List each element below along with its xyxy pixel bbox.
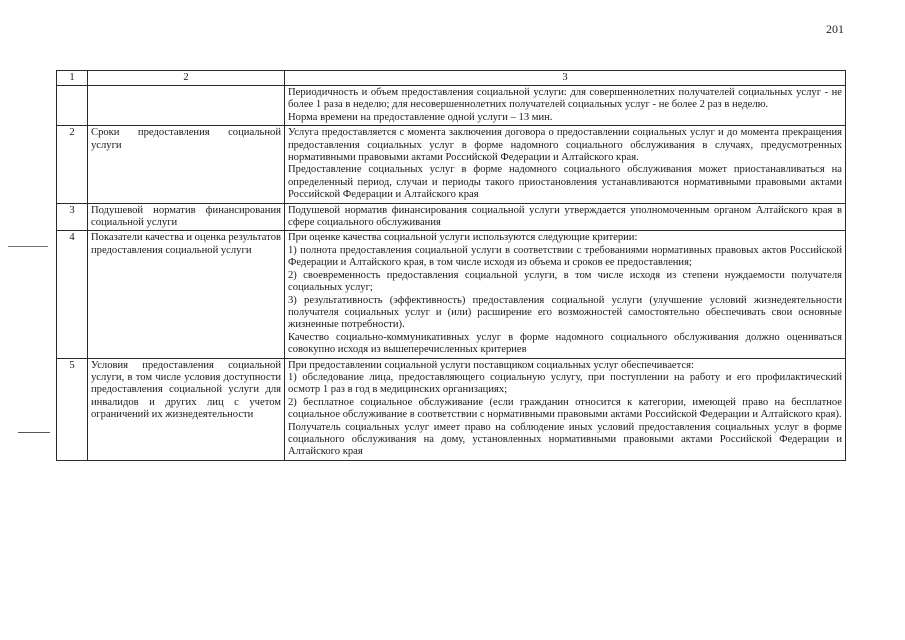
description-paragraph: Норма времени на предоставление одной услуги – 13 мин. xyxy=(288,111,553,123)
scan-artifact-line xyxy=(18,432,50,433)
header-col-2: 2 xyxy=(88,71,285,86)
description-paragraph: 3) результативность (эффективность) предоставления социальной услуги (улучшение условий жизнедеятельности получателя социальных услуг и (или) расширение его возможностей самостоятельно обеспечивать свои основные жизненные потребности). xyxy=(288,294,842,331)
row-description xyxy=(285,126,846,203)
row-description xyxy=(285,358,846,460)
description-paragraph: Подушевой норматив финансирования социальной услуги утверждается уполномоченным органом Алтайского края в сфере социального обслуживания xyxy=(288,204,842,229)
row-description xyxy=(285,203,846,231)
header-col-1: 1 xyxy=(57,71,88,86)
description-paragraph: При оценке качества социальной услуги используются следующие критерии: xyxy=(288,232,638,244)
row-title xyxy=(88,358,285,460)
row-title xyxy=(88,203,285,231)
description-paragraph: 2) бесплатное социальное обслуживание (если гражданин относится к категории, имеющей право на бесплатное социальное обслуживание в соответствии с нормативными правовыми актами Российской Федерации и Алтайского края). xyxy=(288,396,842,421)
table-row xyxy=(57,203,846,231)
description-paragraph: Качество социально-коммуникативных услуг в форме надомного социального обслуживания должно оцениваться совокупно исходя из вышеперечисленных критериев xyxy=(288,331,842,356)
description-paragraph: 1) полнота предоставления социальной услуги в соответствии с требованиями нормативных правовых актов Российской Федерации и Алтайского края, в том числе исходя из объема и сроков ее предоставления; xyxy=(288,244,842,269)
row-title-text: Сроки предоставления социальной услуги xyxy=(91,127,281,151)
table-row xyxy=(57,358,846,460)
description-paragraph: Периодичность и объем предоставления социальной услуги: для совершеннолетних получателей социальных услуг - не более 1 раза в неделю; для несовершеннолетних получателей социальных услуг - не более 2 раз в неделю. xyxy=(288,87,842,111)
page-number: 201 xyxy=(826,22,844,36)
row-title xyxy=(88,126,285,203)
description-paragraph: 1) обследование лица, предоставляющего социальную услугу, при поступлении на работу и его профилактический осмотр 1 раз в год в медицинских организациях; xyxy=(288,371,842,396)
header-col-3: 3 xyxy=(285,71,846,86)
description-paragraph: Услуга предоставляется с момента заключения договора о предоставлении социальных услуг и до момента прекращения предоставления социальных услуг в форме надомного социального обслуживания в случаях, предусмотренных нормативными правовыми актами Российской Федерации и Алтайского края. xyxy=(288,127,842,164)
description-paragraph: Предоставление социальных услуг в форме надомного социального обслуживания может приостанавливаться на определенный период, случаи и периоды такого приостановления устанавливаются нормативными правовыми актами Российской Федерации и Алтайского края xyxy=(288,164,842,201)
scan-artifact-line xyxy=(8,246,48,247)
table-row xyxy=(57,86,846,126)
row-number: 3 xyxy=(57,203,88,231)
row-title-text: Подушевой норматив финансирования социальной услуги xyxy=(91,204,281,229)
row-number: 4 xyxy=(57,231,88,358)
service-standard-table xyxy=(56,70,846,461)
table-row xyxy=(57,231,846,358)
row-number: 2 xyxy=(57,126,88,203)
row-number: 5 xyxy=(57,358,88,460)
table-header-row xyxy=(57,71,846,86)
table-row xyxy=(57,126,846,203)
row-title xyxy=(88,86,285,126)
row-description xyxy=(285,86,846,126)
row-number xyxy=(57,86,88,126)
row-title-text: Условия предоставления социальной услуги, в том числе условия доступности предоставления социальной услуги для инвалидов и других лиц с учетом ограничений их жизнедеятельности xyxy=(91,359,281,421)
description-paragraph: 2) своевременность предоставления социальной услуги, в том числе исходя из степени нуждаемости получателя социальных услуг; xyxy=(288,269,842,294)
description-paragraph: При предоставлении социальной услуги поставщиком социальных услуг обеспечивается: xyxy=(288,359,694,371)
row-title-text: Показатели качества и оценка результатов предоставления социальной услуги xyxy=(91,232,281,256)
row-description xyxy=(285,231,846,358)
description-paragraph: Получатель социальных услуг имеет право на соблюдение иных условий предоставления социальных услуг в форме социального обслуживания на дому, установленных нормативными правовыми актами Российской Федерации и Алтайского края xyxy=(288,421,842,458)
row-title xyxy=(88,231,285,358)
